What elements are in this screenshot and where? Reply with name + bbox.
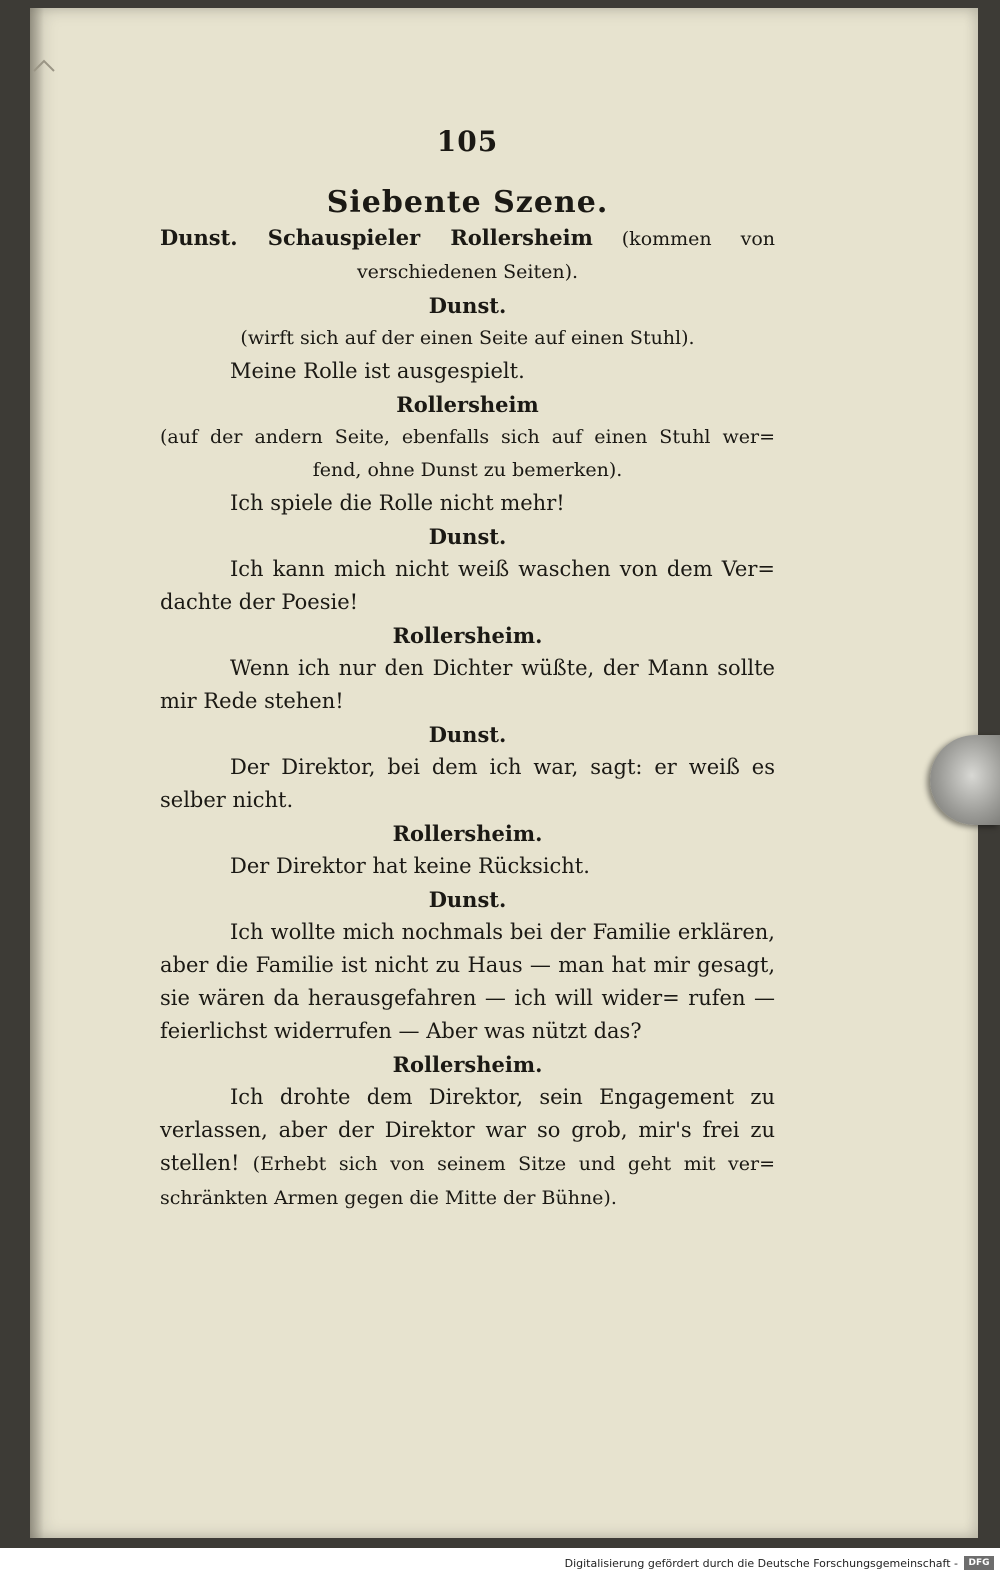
speaker-name: Rollersheim. bbox=[392, 821, 543, 846]
stage-direction: (auf der andern Seite, ebenfalls sich auf einen Stuhl wer= fend, ohne Dunst zu bemerken). bbox=[160, 426, 775, 481]
stage-direction: (wirft sich auf der einen Seite auf einen Stuhl). bbox=[240, 327, 695, 349]
speaker-name: Rollersheim bbox=[396, 392, 539, 417]
page-number: 105 bbox=[436, 125, 499, 158]
speaker-name: Dunst. bbox=[428, 722, 507, 747]
speaker-name: Rollersheim. bbox=[392, 623, 543, 648]
page-corner-arrow-icon bbox=[30, 55, 58, 83]
cast-direction: (kommen von verschiedenen Seiten). bbox=[356, 228, 775, 283]
funding-credit: Digitalisierung gefördert durch die Deutsche Forschungsgemeinschaft - bbox=[564, 1557, 958, 1570]
speaker-name: Dunst. bbox=[428, 524, 507, 549]
page-text bbox=[160, 125, 775, 1215]
scene-title: Siebente Szene. bbox=[326, 185, 609, 220]
speech-line: Meine Rolle ist ausgespielt. bbox=[230, 359, 525, 383]
speech-line: Ich spiele die Rolle nicht mehr! bbox=[230, 491, 565, 515]
speech-line: Der Direktor hat keine Rücksicht. bbox=[230, 854, 590, 878]
footer-bar bbox=[0, 1548, 1000, 1578]
final-stage-direction: (Erhebt sich von seinem Sitze und geht mit ver= schränkten Armen gegen die Mitte der Bühne). bbox=[160, 1153, 775, 1209]
speech-line: Ich wollte mich nochmals bei der Familie erklären, aber die Familie ist nicht zu Haus — man hat mir gesagt, sie wären da herausgefahren — ich will wider= rufen — feierlichst widerrufen — Aber was nützt das? bbox=[160, 920, 775, 1043]
speaker-name: Rollersheim. bbox=[392, 1052, 543, 1077]
final-speech-text: Ich drohte dem Direktor, sein Engagement zu verlassen, aber der Direktor war so grob, mir's frei zu stellen! bbox=[160, 1085, 775, 1175]
dfg-logo: DFG bbox=[964, 1556, 994, 1570]
speaker-name: Dunst. bbox=[428, 293, 507, 318]
speech-line: Ich kann mich nicht weiß waschen von dem Ver= dachte der Poesie! bbox=[160, 557, 775, 614]
speech-line: Der Direktor, bei dem ich war, sagt: er weiß es selber nicht. bbox=[160, 755, 775, 812]
cast-line bbox=[160, 221, 775, 289]
page-gutter-shadow bbox=[30, 8, 44, 1538]
cast-names: Dunst. Schauspieler Rollersheim bbox=[160, 225, 593, 250]
speech-line: Wenn ich nur den Dichter wüßte, der Mann sollte mir Rede stehen! bbox=[160, 656, 775, 713]
speaker-name: Dunst. bbox=[428, 887, 507, 912]
speech-line-final bbox=[160, 1081, 775, 1215]
